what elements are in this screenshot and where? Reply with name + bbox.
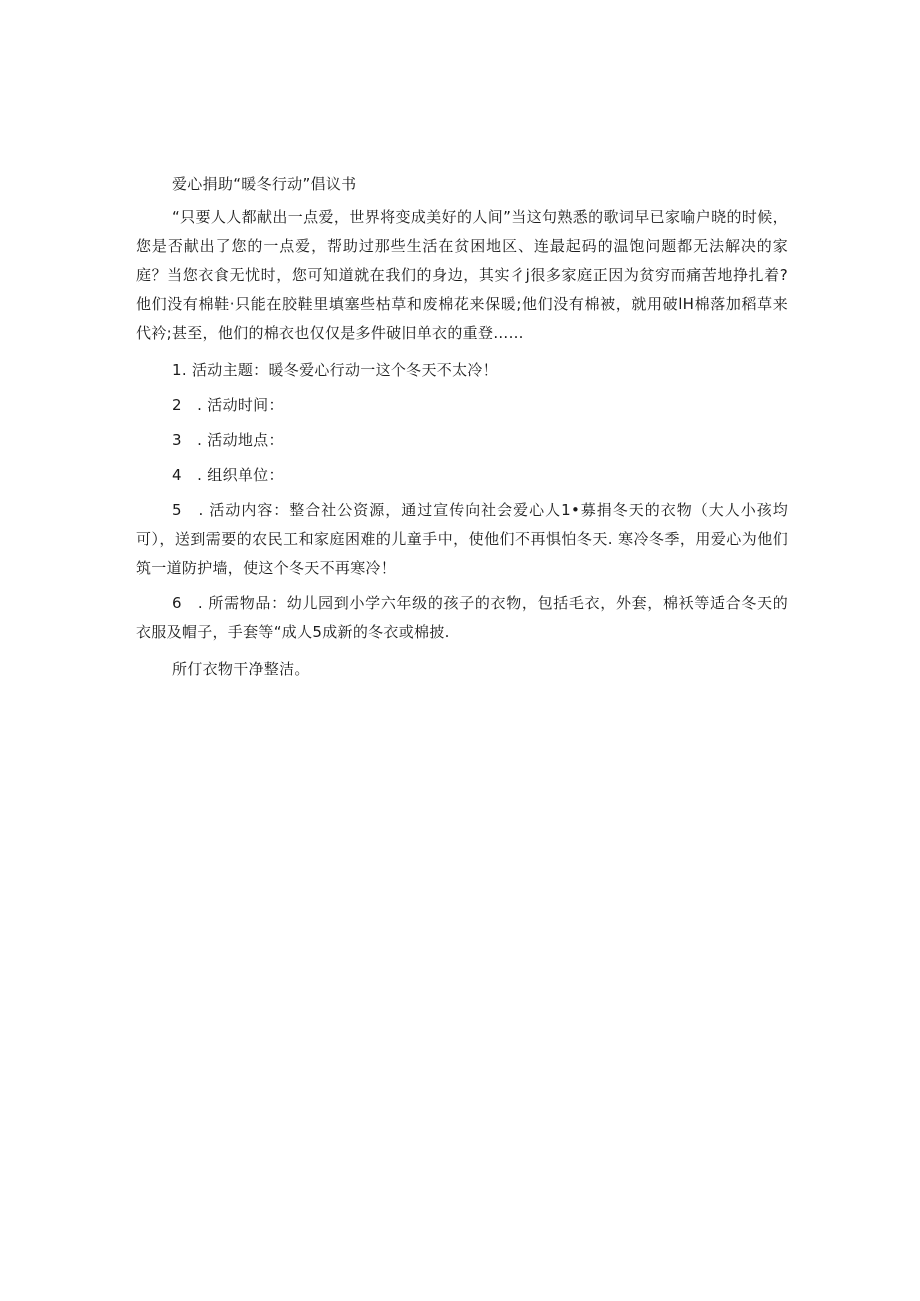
document-body (136, 170, 788, 684)
item-organizer: 4 . 组织单位： (172, 466, 284, 484)
item-time: 2 . 活动时间： (172, 396, 284, 414)
closing-note: 所仃衣物干净整洁。 (172, 660, 310, 678)
item-location: 3 . 活动地点： (172, 431, 284, 449)
document-title: 爱心捐助“暖冬行动”倡议书 (172, 175, 357, 193)
intro-paragraph: “只要人人都献出一点爱，世界将变成美好的人间”当这句熟悉的歌词早已家喻户晓的时候，您是否献出了您的一点爱，帮助过那些生活在贫困地区、连最起码的温饱问题都无法解决的家庭？当您衣食无忧时，您可知道就在我们的身边，其实彳j很多家庭正因为贫穷而痛苦地挣扎着?他们没有棉鞋·只能在胶鞋里填塞些枯草和废棉花来保暖;他们没有棉被，就用破lH棉落加稻草来代衿;甚至，他们的棉衣也仅仅是多件破旧单衣的重登…… (136, 208, 788, 342)
item-theme: 1. 活动主题：暖冬爱心行动一这个冬天不太冷！ (172, 361, 498, 379)
item-supplies: 6 . 所需物品：幼儿园到小学六年级的孩子的衣物，包括毛衣，外套，棉袄等适合冬天的衣服及帽子，手套等“成人5成新的冬衣或棉披. (136, 594, 788, 641)
item-content: 5 . 活动内容：整合社公资源，通过宣传向社会爱心人1•募捐冬天的衣物（大人小孩均可），送到需要的农民工和家庭困难的儿童手中，使他们不再惧怕冬天. 寒冷冬季，用爱心为他们筑一道防护墙，使这个冬天不再寒冷！ (136, 501, 788, 577)
